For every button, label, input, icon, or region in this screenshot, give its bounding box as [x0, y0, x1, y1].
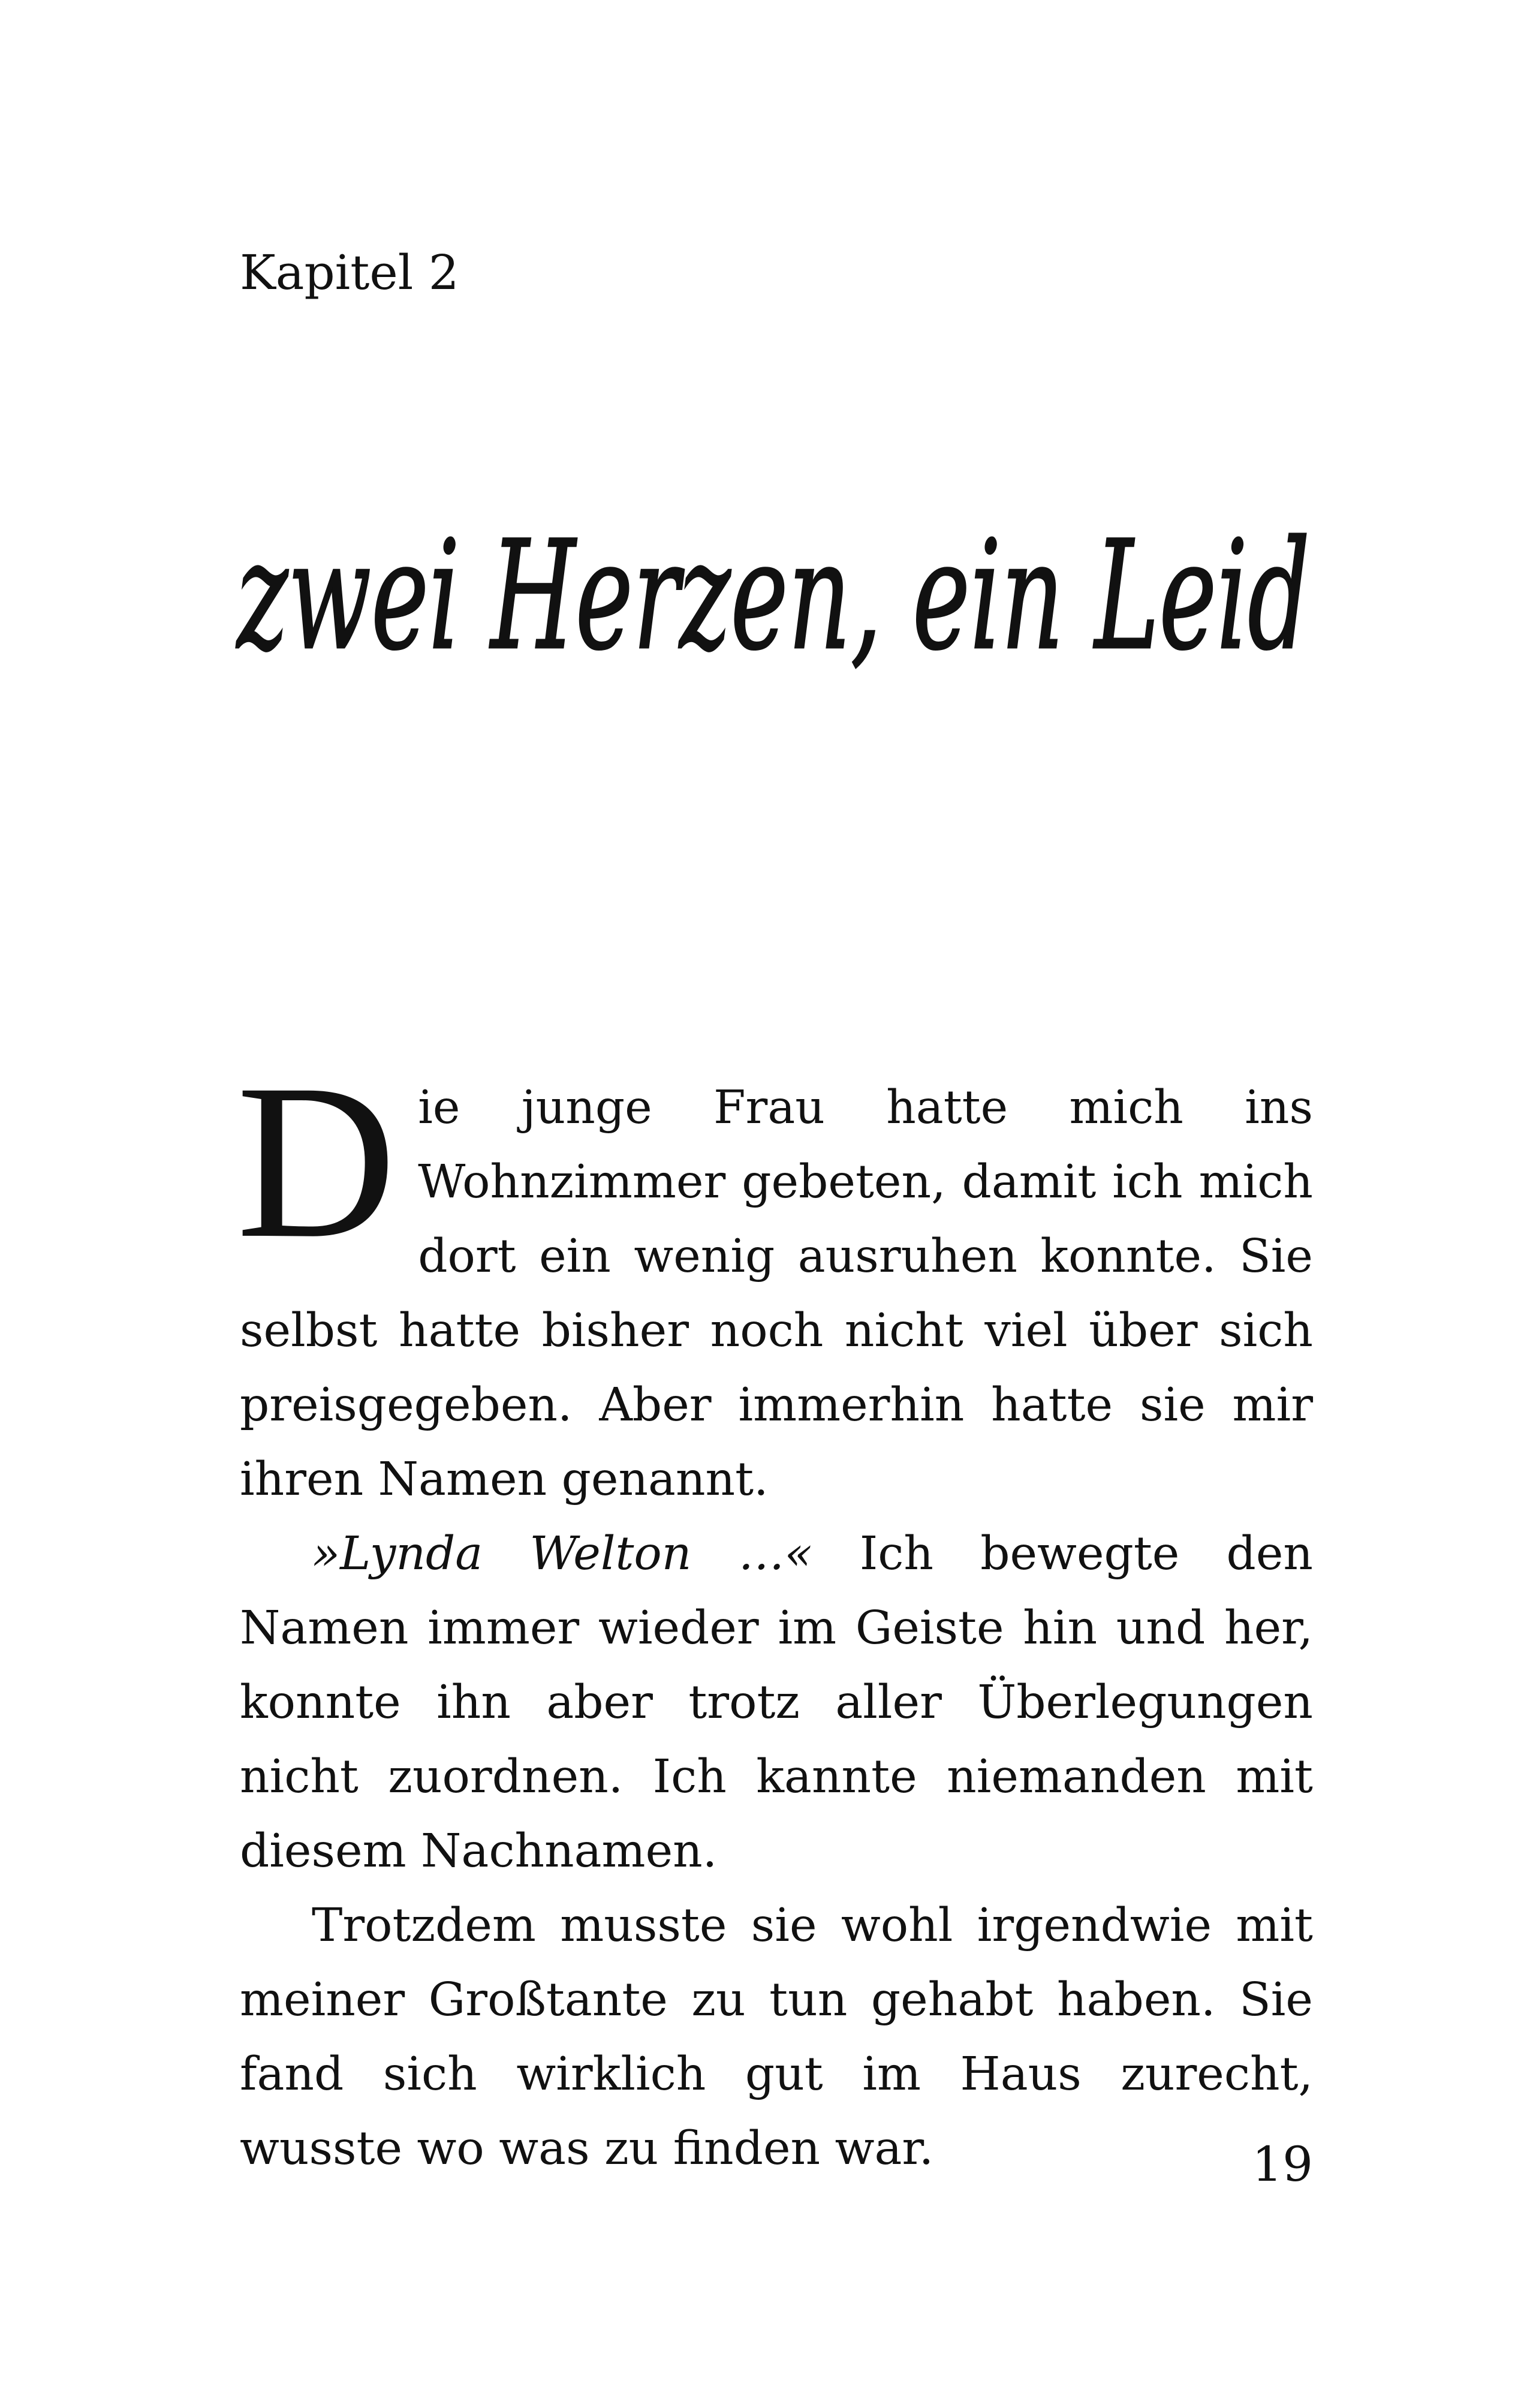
paragraph-1 — [236, 1039, 1313, 1517]
chapter-title-text: zwei Herzen, ein Leid — [236, 508, 1310, 683]
page-number: 19 — [1252, 2136, 1313, 2192]
body-text — [236, 1039, 1313, 2186]
chapter-title — [225, 504, 1322, 702]
drop-cap: D — [236, 1039, 397, 1284]
paragraph-2-quote: »Lynda Welton …« — [312, 1527, 813, 1581]
paragraph-3: Trotzdem musste sie wohl irgendwie mit meiner Großtante zu tun gehabt haben. Sie fand sich wirklich gut im Haus zurecht, wusste wo was zu finden war. — [240, 1899, 1313, 2175]
paragraph-2-text: Ich bewegte den Namen immer wieder im Geiste hin und her, konnte ihn aber trotz aller Überlegungen nicht zuordnen. Ich kannte niemanden mit diesem Nachnamen. — [240, 1527, 1313, 1878]
paragraph-2 — [240, 1517, 1313, 1889]
chapter-label: Kapitel 2 — [240, 245, 459, 300]
paragraph-1-text: ie junge Frau hatte mich ins Wohnzimmer gebeten, damit ich mich dort ein wenig ausruhen konnte. Sie selbst hatte bisher noch nicht viel über sich preisgegeben. Aber immerhin hatte sie mir ihren Namen genannt. — [240, 1081, 1313, 1506]
